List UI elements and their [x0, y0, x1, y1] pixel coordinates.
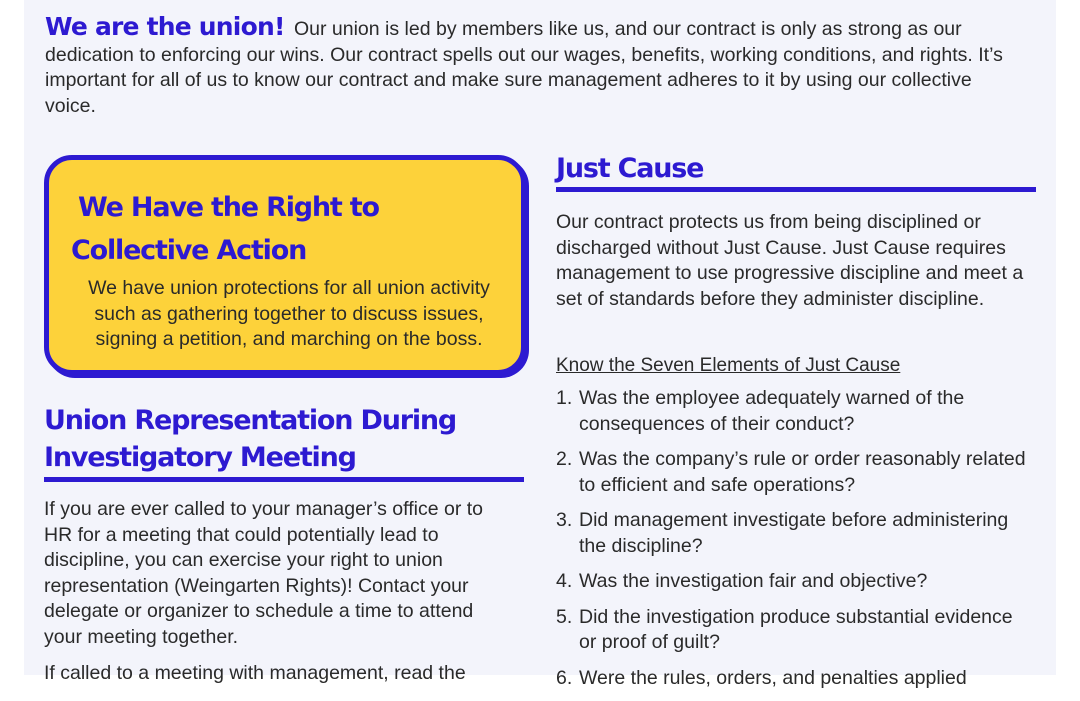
list-item-text: Did the investigation produce substantial evidence or proof of guilt? — [579, 605, 1013, 653]
list-item-text: Was the employee adequately warned of the consequences of their conduct? — [579, 387, 965, 435]
flyer-page — [24, 0, 1056, 689]
list-item — [556, 447, 1026, 498]
list-item-number: 1. — [556, 387, 573, 409]
representation-divider — [44, 477, 524, 482]
just-cause-divider — [556, 187, 1036, 192]
list-item-number: 2. — [556, 448, 573, 470]
list-item-text: Were the rules, orders, and penalties applied — [579, 666, 967, 689]
representation-heading-line2: Investigatory Meeting — [44, 442, 356, 473]
intro-text: Our union is led by members like us, and our contract is only as strong as our dedication to enforcing our wins. Our contract spells out our wages, benefits, working conditions, and rights. It’s important for all of us to know our contract and make sure management adheres to it by using our collective voice. — [45, 18, 1003, 117]
collective-action-callout — [44, 155, 526, 375]
list-item-text: Did management investigate before administering the discipline? — [579, 509, 1009, 557]
list-item-number: 5. — [556, 605, 573, 628]
just-cause-body: Our contract protects us from being disciplined or discharged without Just Cause. Just Cause requires management to use progressive discipline and meet a set of standards before they administer discipline. — [556, 211, 1024, 310]
intro-lead: We are the union! — [45, 12, 285, 41]
representation-body: If you are ever called to your manager’s office or to HR for a meeting that could potentially lead to discipline, you can exercise your right to union representation (Weingarten Rights)! Contact your delegate or organizer to schedule a time to attend your meeting together. — [44, 498, 483, 648]
representation-heading — [44, 402, 456, 476]
list-item-text: Was the company’s rule or order reasonably related to efficient and safe operations? — [579, 448, 1026, 496]
list-item-number: 6. — [556, 666, 573, 689]
list-item-text: Was the investigation fair and objective? — [579, 570, 928, 592]
intro-paragraph — [45, 14, 1025, 119]
callout-body: We have union protections for all union activity such as gathering together to discuss issues, signing a petition, and marching on the boss. — [88, 277, 490, 350]
representation-heading-line1: Union Representation During — [44, 405, 457, 436]
list-item — [556, 569, 1026, 595]
seven-elements-subheading: Know the Seven Elements of Just Cause — [556, 355, 901, 376]
list-item — [556, 386, 1026, 437]
list-item-number: 3. — [556, 509, 573, 531]
list-item — [556, 666, 1026, 692]
list-item — [556, 508, 1026, 559]
seven-elements-list — [556, 386, 1026, 701]
list-item — [556, 605, 1026, 656]
callout-title: We Have the Right to Collective Action — [71, 192, 379, 266]
list-item-number: 4. — [556, 570, 573, 592]
representation-cut-off-line: If called to a meeting with management, read the — [44, 662, 466, 684]
just-cause-heading: Just Cause — [556, 153, 704, 184]
